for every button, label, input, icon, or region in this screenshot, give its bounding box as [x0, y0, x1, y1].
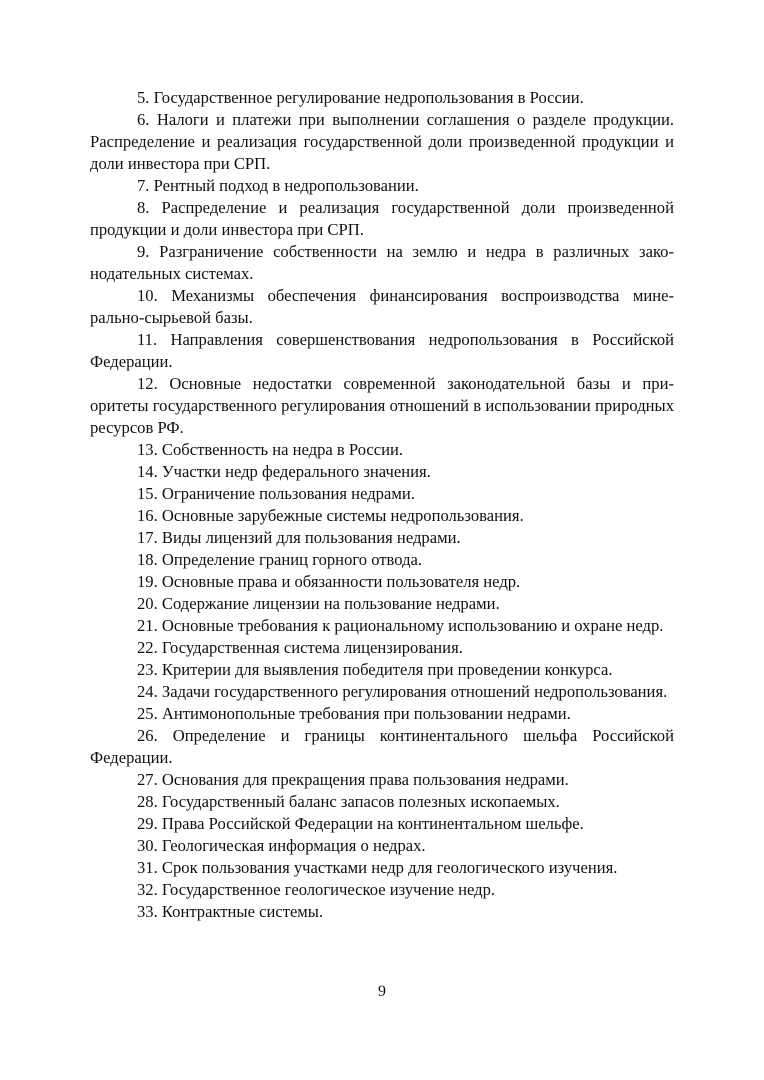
item-number: 19. [137, 572, 158, 591]
item-number: 22. [137, 638, 158, 657]
item-text: Срок пользования участками недр для геологического изучения. [161, 858, 618, 877]
item-number: 31. [137, 858, 158, 877]
item-text: Распределение и реализация государственной доли произведенной продукции и доли инвестора при СРП. [90, 198, 674, 239]
list-item [90, 703, 674, 725]
item-text: Основные зарубежные системы недропользования. [161, 506, 524, 525]
item-text: Государственное регулирование недропользования в России. [153, 88, 584, 107]
item-number: 11. [137, 330, 158, 349]
item-number: 7. [137, 176, 150, 195]
item-number: 5. [137, 88, 150, 107]
item-text: Основные права и обязанности пользователя недр. [161, 572, 521, 591]
item-text: Ограничение пользования недрами. [161, 484, 415, 503]
item-number: 29. [137, 814, 158, 833]
list-item [90, 791, 674, 813]
item-text: Участки недр федерального значения. [161, 462, 431, 481]
item-number: 27. [137, 770, 158, 789]
item-number: 24. [137, 682, 158, 701]
list-item [90, 659, 674, 681]
item-number: 9. [137, 242, 150, 261]
item-text: Государственное геологическое изучение недр. [161, 880, 496, 899]
item-number: 16. [137, 506, 158, 525]
item-text: Права Российской Федерации на континентальном шельфе. [161, 814, 584, 833]
item-text: Основные недостатки современной законодательной базы и приоритеты государственного регулирования отношений в использовании природных ресурсов РФ. [90, 374, 674, 437]
list-item [90, 527, 674, 549]
list-item [90, 571, 674, 593]
item-text: Геологическая информация о недрах. [161, 836, 426, 855]
item-text: Определение и границы континентального шельфа Российской Федерации. [90, 726, 674, 767]
item-text: Собственность на недра в России. [161, 440, 404, 459]
item-number: 25. [137, 704, 158, 723]
list-item [90, 175, 674, 197]
item-text: Основные требования к рациональному использованию и охране недр. [161, 616, 664, 635]
list-item [90, 439, 674, 461]
list-item [90, 835, 674, 857]
list-item [90, 549, 674, 571]
list-item [90, 813, 674, 835]
item-text: Разграничение собственности на землю и недра в различных законодательных системах. [90, 242, 674, 283]
item-text: Государственная система лицензирования. [161, 638, 463, 657]
item-text: Содержание лицензии на пользование недрами. [161, 594, 500, 613]
list-item [90, 637, 674, 659]
item-text: Механизмы обеспечения финансирования воспроизводства минерально-сырьевой базы. [90, 286, 674, 327]
list-item [90, 901, 674, 923]
list-item [90, 109, 674, 175]
item-number: 8. [137, 198, 150, 217]
list-item [90, 329, 674, 373]
item-text: Определение границ горного отвода. [161, 550, 423, 569]
list-item [90, 769, 674, 791]
item-number: 28. [137, 792, 158, 811]
item-number: 18. [137, 550, 158, 569]
list-item [90, 483, 674, 505]
item-text: Критерии для выявления победителя при проведении конкурса. [161, 660, 613, 679]
item-number: 33. [137, 902, 158, 921]
item-text: Задачи государственного регулирования отношений недропользования. [161, 682, 668, 701]
item-text: Рентный подход в недропользовании. [153, 176, 419, 195]
list-item [90, 681, 674, 703]
item-text: Антимонопольные требования при пользовании недрами. [161, 704, 571, 723]
list-item [90, 505, 674, 527]
list-item [90, 879, 674, 901]
item-number: 14. [137, 462, 158, 481]
item-text: Государственный баланс запасов полезных ископаемых. [161, 792, 560, 811]
list-item [90, 373, 674, 439]
item-number: 23. [137, 660, 158, 679]
item-number: 21. [137, 616, 158, 635]
item-number: 6. [137, 110, 150, 129]
item-number: 30. [137, 836, 158, 855]
item-number: 10. [137, 286, 158, 305]
list-item [90, 593, 674, 615]
item-number: 12. [137, 374, 158, 393]
page-number: 9 [378, 983, 386, 1000]
question-list [90, 87, 674, 923]
list-item [90, 857, 674, 879]
item-number: 13. [137, 440, 158, 459]
item-number: 32. [137, 880, 158, 899]
item-number: 15. [137, 484, 158, 503]
list-item [90, 241, 674, 285]
item-text: Налоги и платежи при выполнении соглашения о разделе продукции. Распределение и реализация государственной доли произведенной продукции и доли инвестора при СРП. [90, 110, 674, 173]
list-item [90, 87, 674, 109]
item-text: Направления совершенствования недропользования в Российской Федерации. [90, 330, 674, 371]
list-item [90, 197, 674, 241]
list-item [90, 285, 674, 329]
list-item [90, 725, 674, 769]
list-item [90, 615, 674, 637]
item-text: Основания для прекращения права пользования недрами. [161, 770, 569, 789]
item-number: 17. [137, 528, 158, 547]
list-item [90, 461, 674, 483]
item-text: Контрактные системы. [161, 902, 324, 921]
item-number: 20. [137, 594, 158, 613]
item-text: Виды лицензий для пользования недрами. [161, 528, 461, 547]
item-number: 26. [137, 726, 158, 745]
